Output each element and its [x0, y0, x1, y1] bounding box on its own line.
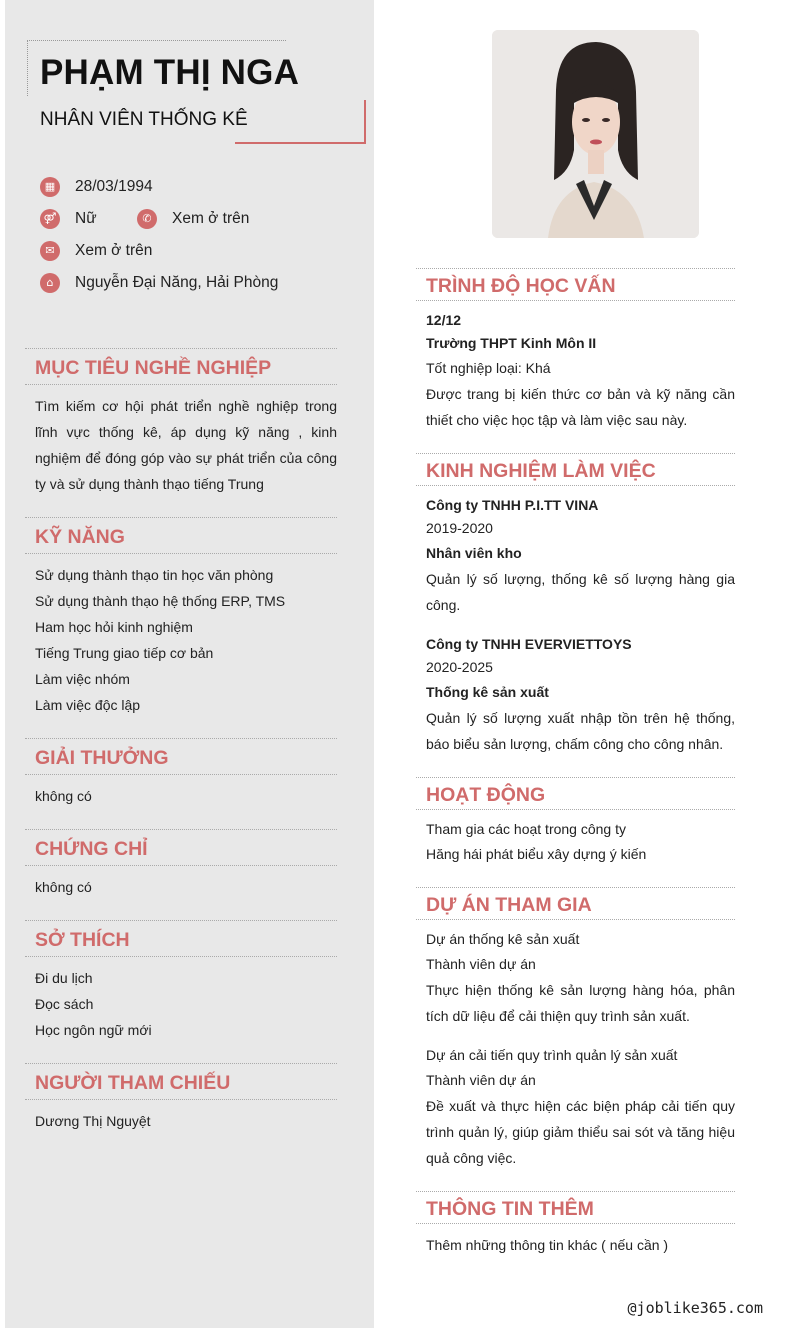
job-company: Công ty TNHH P.I.TT VINA [426, 497, 599, 513]
section-divider [25, 1099, 337, 1100]
objective-text: Tìm kiếm cơ hội phát triển nghề nghiệp trong lĩnh vực thống kê, áp dụng kỹ năng , kinh nghiệm để đóng góp vào sự phát triển của công ty và sử dụng thành thạo tiếng Trung [35, 398, 337, 492]
hobby-item: Học ngôn ngữ mới [35, 1022, 152, 1038]
hobby-item: Đọc sách [35, 996, 94, 1012]
education-grade: 12/12 [426, 312, 462, 328]
section-divider [25, 829, 337, 830]
section-divider [25, 384, 337, 385]
phone-icon: ✆ [137, 209, 157, 229]
hobby-item: Đi du lịch [35, 970, 93, 986]
hobbies-heading: SỞ THÍCH [35, 929, 130, 951]
section-divider [416, 268, 735, 269]
section-divider [416, 1191, 735, 1192]
gender-icon: ⚤ [40, 209, 60, 229]
email: Xem ở trên [75, 242, 153, 259]
objective-heading: MỤC TIÊU NGHỀ NGHIỆP [35, 357, 272, 379]
experience-heading: KINH NGHIỆM LÀM VIỆC [426, 460, 656, 482]
section-divider [25, 517, 337, 518]
job-description: Quản lý số lượng, thống kê số lượng hàng gia công. [426, 571, 735, 613]
section-divider [25, 920, 337, 921]
skill-item: Sử dụng thành thạo tin học văn phòng [35, 567, 274, 583]
section-divider [25, 956, 337, 957]
section-divider [416, 1223, 735, 1224]
education-heading: TRÌNH ĐỘ HỌC VẤN [426, 275, 616, 297]
skill-item: Tiếng Trung giao tiếp cơ bản [35, 645, 214, 661]
project-description: Thực hiện thống kê sản lượng hàng hóa, phân tích dữ liệu để cải thiện quy trình sản xuất. [426, 982, 735, 1024]
project-name: Dự án cải tiến quy trình quản lý sản xuất [426, 1047, 678, 1063]
awards-text: không có [35, 788, 92, 804]
section-divider [416, 809, 735, 810]
certificates-text: không có [35, 879, 92, 895]
skill-item: Làm việc nhóm [35, 671, 130, 687]
mail-icon: ✉ [40, 241, 60, 261]
section-divider [416, 485, 735, 486]
address: Nguyễn Đại Năng, Hải Phòng [75, 274, 279, 291]
awards-heading: GIẢI THƯỞNG [35, 747, 169, 769]
calendar-icon: ▦ [40, 177, 60, 197]
project-description: Đề xuất và thực hiện các biện pháp cải tiến quy trình quản lý, giúp giảm thiểu sai sót và tăng hiệu quả công việc. [426, 1098, 735, 1166]
job-position: Nhân viên kho [426, 545, 522, 561]
section-divider [25, 1063, 337, 1064]
home-icon: ⌂ [40, 273, 60, 293]
education-school: Trường THPT Kinh Môn II [426, 335, 597, 351]
project-role: Thành viên dự án [426, 956, 536, 972]
education-description: Được trang bị kiến thức cơ bản và kỹ năng cần thiết cho việc học tập và làm việc sau này. [426, 386, 735, 428]
project-role: Thành viên dự án [426, 1072, 536, 1088]
reference-name: Dương Thị Nguyệt [35, 1113, 151, 1129]
section-divider [416, 887, 735, 888]
watermark: @joblike365.com [627, 1299, 763, 1317]
section-divider [416, 300, 735, 301]
job-position: Thống kê sản xuất [426, 684, 549, 700]
skill-item: Ham học hỏi kinh nghiệm [35, 619, 193, 635]
section-divider [25, 348, 337, 349]
section-divider [25, 738, 337, 739]
extra-heading: THÔNG TIN THÊM [426, 1198, 594, 1220]
extra-text: Thêm những thông tin khác ( nếu cần ) [426, 1237, 669, 1253]
references-heading: NGƯỜI THAM CHIẾU [35, 1072, 231, 1094]
section-divider [416, 919, 735, 920]
projects-heading: DỰ ÁN THAM GIA [426, 894, 592, 916]
section-divider [416, 453, 735, 454]
skill-item: Sử dụng thành thạo hệ thống ERP, TMS [35, 593, 286, 609]
section-divider [25, 865, 337, 866]
project-name: Dự án thống kê sản xuất [426, 931, 580, 947]
title-frame-decoration [235, 100, 366, 144]
profile-photo [492, 30, 699, 238]
job-title: NHÂN VIÊN THỐNG KÊ [40, 109, 248, 130]
certificates-heading: CHỨNG CHỈ [35, 838, 148, 860]
birthdate: 28/03/1994 [75, 178, 153, 195]
skills-heading: KỸ NĂNG [35, 526, 125, 548]
section-divider [25, 774, 337, 775]
phone: Xem ở trên [172, 210, 250, 227]
activity-item: Tham gia các hoạt trong công ty [426, 821, 626, 837]
gender: Nữ [75, 210, 97, 227]
skill-item: Làm việc độc lập [35, 697, 141, 713]
section-divider [25, 553, 337, 554]
job-period: 2019-2020 [426, 520, 493, 536]
activity-item: Hăng hái phát biểu xây dựng ý kiến [426, 846, 647, 862]
job-company: Công ty TNHH EVERVIETTOYS [426, 636, 632, 652]
education-rank: Tốt nghiệp loại: Khá [426, 360, 551, 376]
section-divider [416, 777, 735, 778]
candidate-name: PHẠM THỊ NGA [40, 53, 300, 92]
activities-heading: HOẠT ĐỘNG [426, 784, 546, 806]
job-period: 2020-2025 [426, 659, 493, 675]
job-description: Quản lý số lượng xuất nhập tồn trên hệ thống, báo biểu sản lượng, chấm công cho công nhân. [426, 710, 735, 752]
